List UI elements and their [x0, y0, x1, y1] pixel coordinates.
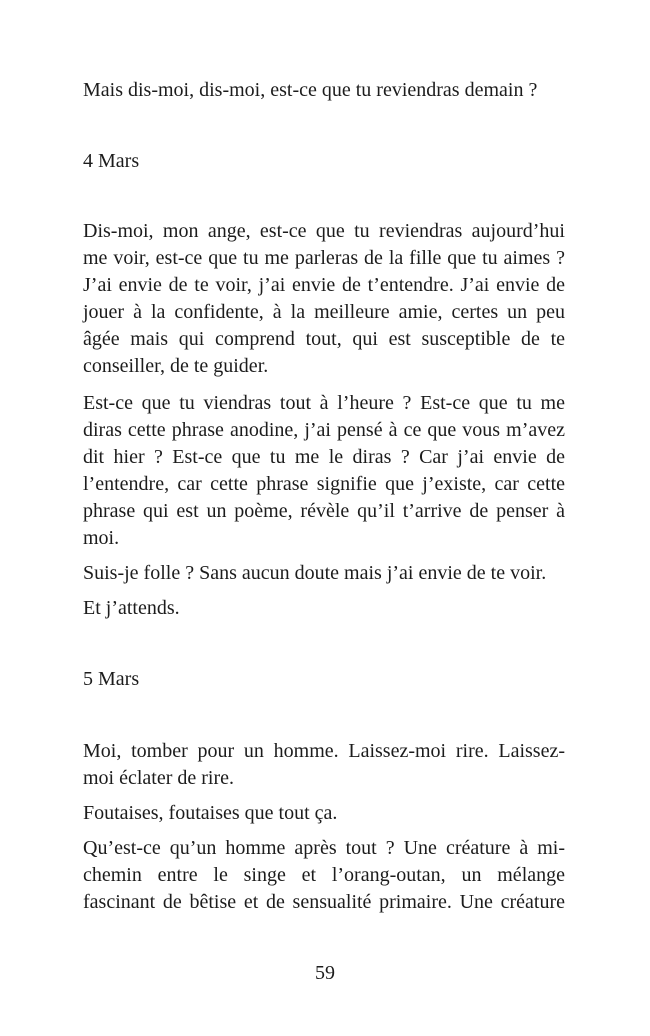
text-line: âgée mais qui comprend tout, qui est susceptible de te — [83, 328, 565, 350]
text-line: Moi, tomber pour un homme. Laissez-moi rire. Laissez- — [83, 740, 565, 762]
text-line: moi. — [83, 527, 120, 549]
paragraph — [83, 835, 565, 916]
date-heading: 5 Mars — [83, 668, 140, 690]
date-heading: 4 Mars — [83, 150, 140, 172]
paragraph — [83, 560, 565, 587]
text-line: Suis-je folle ? Sans aucun doute mais j’ai envie de te voir. — [83, 562, 547, 584]
paragraph — [83, 595, 565, 622]
paragraph — [83, 390, 565, 552]
text-line: Dis-moi, mon ange, est-ce que tu reviendras aujourd’hui — [83, 220, 565, 242]
paragraph — [83, 738, 565, 792]
text-line: me voir, est-ce que tu me parleras de la fille que tu aimes ? — [83, 247, 565, 269]
text-line: fascinant de bêtise et de sensualité primaire. Une créature — [83, 891, 565, 913]
paragraph — [83, 800, 565, 827]
text-line: phrase qui est un poème, révèle qu’il t’arrive de penser à — [83, 500, 565, 522]
text-line: conseiller, de te guider. — [83, 355, 269, 377]
text-line: Est-ce que tu viendras tout à l’heure ? Est-ce que tu me — [83, 392, 565, 414]
text-line: diras cette phrase anodine, j’ai pensé à ce que vous m’avez — [83, 419, 565, 441]
text-line: l’entendre, car cette phrase signifie que j’existe, car cette — [83, 473, 565, 495]
text-line: Qu’est-ce qu’un homme après tout ? Une créature à mi- — [83, 837, 565, 859]
text-line: moi éclater de rire. — [83, 767, 235, 789]
page-number: 59 — [315, 962, 335, 984]
text-line: dit hier ? Est-ce que tu me le diras ? Car j’ai envie de — [83, 446, 565, 468]
text-line: J’ai envie de te voir, j’ai envie de t’entendre. J’ai envie de — [83, 274, 565, 296]
text-line: chemin entre le singe et l’orang-outan, un mélange — [83, 864, 565, 886]
paragraph — [83, 218, 565, 380]
paragraph — [83, 77, 565, 104]
text-line: jouer à la confidente, à la meilleure amie, certes un peu — [83, 301, 565, 323]
text-line: Foutaises, foutaises que tout ça. — [83, 802, 338, 824]
text-line: Et j’attends. — [83, 597, 180, 619]
text-line: Mais dis-moi, dis-moi, est-ce que tu reviendras demain ? — [83, 79, 538, 101]
